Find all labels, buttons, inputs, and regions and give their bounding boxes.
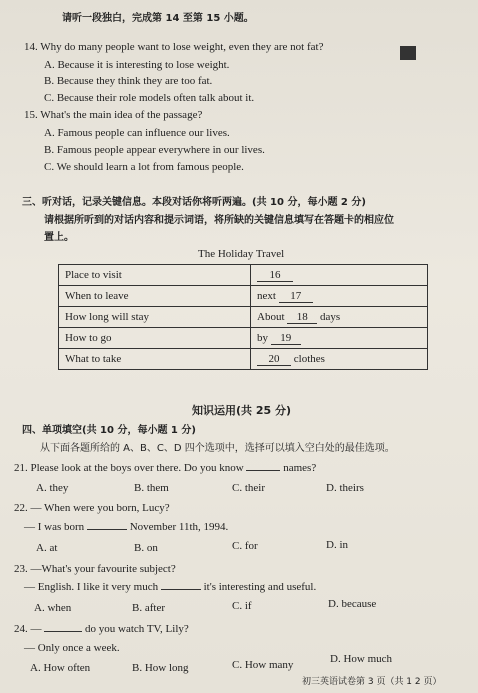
row-prefix: About: [257, 310, 285, 323]
answer-blank-16[interactable]: 16: [257, 269, 293, 282]
row-answer: [251, 307, 428, 328]
row-label: How to go: [59, 328, 251, 349]
q24-option-d: D. How much: [330, 653, 393, 665]
section3-instruction-2: 置上。: [44, 232, 74, 243]
q22-reply: [24, 520, 228, 534]
knowledge-heading: 知识运用(共 25 分): [192, 404, 292, 417]
q24-stem-before: 24. —: [14, 623, 42, 635]
answer-blank-18[interactable]: 18: [287, 311, 317, 324]
q22-option-c: C. for: [232, 540, 258, 552]
table-row: [59, 328, 428, 349]
row-suffix: days: [320, 310, 341, 323]
table-row: [59, 349, 428, 370]
q21-option-d: D. theirs: [326, 482, 364, 494]
table-row: [59, 307, 428, 328]
row-label: What to take: [59, 349, 251, 370]
q23-blank[interactable]: [161, 589, 201, 590]
answer-blank-19[interactable]: 19: [271, 332, 301, 345]
q21-option-a: A. they: [36, 482, 69, 494]
q22-reply-before: — I was born: [24, 521, 85, 533]
q23-option-c: C. if: [232, 600, 252, 612]
row-label: How long will stay: [59, 307, 251, 328]
row-suffix: clothes: [293, 352, 325, 365]
q22-stem: 22. — When were you born, Lucy?: [14, 502, 170, 514]
q22-option-b: B. on: [134, 542, 158, 554]
q23-option-b: B. after: [132, 602, 165, 614]
section3-title: 三、听对话，记录关键信息。本段对话你将听两遍。(共 10 分，每小题 2 分): [22, 197, 366, 208]
row-prefix: next: [257, 289, 276, 302]
q15-option-a: A. Famous people can influence our lives.: [44, 127, 230, 139]
q23-reply: [24, 580, 316, 594]
q15-stem: 15. What's the main idea of the passage?: [24, 109, 203, 121]
q21-blank[interactable]: [246, 470, 280, 471]
table-title: The Holiday Travel: [198, 248, 285, 260]
q15-option-c: C. We should learn a lot from famous people.: [44, 161, 244, 173]
q14-option-c: C. Because their role models often talk about it.: [44, 92, 255, 104]
table-row: [59, 286, 428, 307]
ink-blot: [400, 46, 416, 60]
q24-blank[interactable]: [44, 631, 82, 632]
q14-option-a: A. Because it is interesting to lose weight.: [44, 59, 230, 71]
q24-stem: [14, 622, 189, 636]
row-answer: [251, 328, 428, 349]
answer-blank-20[interactable]: 20: [257, 353, 291, 366]
q14-stem: 14. Why do many people want to lose weight, even they are not fat?: [24, 41, 324, 53]
q22-blank[interactable]: [87, 529, 127, 530]
holiday-travel-table: [58, 264, 428, 370]
q21-option-b: B. them: [134, 482, 169, 494]
monologue-instruction: 请听一段独白，完成第 14 至第 15 小题。: [62, 13, 254, 24]
q23-option-d: D. because: [328, 598, 377, 610]
row-answer: [251, 265, 428, 286]
row-prefix: by: [257, 331, 268, 344]
q21-stem: [14, 461, 316, 475]
q21-option-c: C. their: [232, 482, 265, 494]
section4-title: 四、单项填空(共 10 分，每小题 1 分): [22, 425, 196, 436]
page-footer: 初三英语试卷第 3 页（共 1 2 页）: [302, 677, 442, 687]
q21-stem-before: 21. Please look at the boys over there. Do you know: [14, 462, 244, 474]
q23-reply-before: — English. I like it very much: [24, 581, 159, 593]
row-label: When to leave: [59, 286, 251, 307]
q15-option-b: B. Famous people appear everywhere in our lives.: [44, 144, 265, 156]
q24-option-a: A. How often: [30, 662, 91, 674]
row-answer: [251, 286, 428, 307]
table-row: [59, 265, 428, 286]
q24-stem-after: do you watch TV, Lily?: [85, 623, 189, 635]
q24-option-b: B. How long: [132, 662, 189, 674]
q23-reply-after: it's interesting and useful.: [203, 581, 317, 593]
q21-stem-after: names?: [283, 462, 317, 474]
q23-stem: 23. —What's your favourite subject?: [14, 563, 176, 575]
q23-option-a: A. when: [34, 602, 72, 614]
section3-instruction-1: 请根据所听到的对话内容和提示词语，将所缺的关键信息填写在答题卡的相应位: [44, 215, 394, 226]
q24-reply: — Only once a week.: [24, 642, 120, 654]
q24-option-c: C. How many: [232, 659, 294, 671]
answer-blank-17[interactable]: 17: [279, 290, 313, 303]
q22-option-a: A. at: [36, 542, 58, 554]
section4-instruction: 从下面各题所给的 A、B、C、D 四个选项中，选择可以填入空白处的最佳选项。: [40, 443, 395, 454]
q22-reply-after: November 11th, 1994.: [129, 521, 229, 533]
q14-option-b: B. Because they think they are too fat.: [44, 75, 213, 87]
row-label: Place to visit: [59, 265, 251, 286]
q22-option-d: D. in: [326, 539, 348, 551]
row-answer: [251, 349, 428, 370]
